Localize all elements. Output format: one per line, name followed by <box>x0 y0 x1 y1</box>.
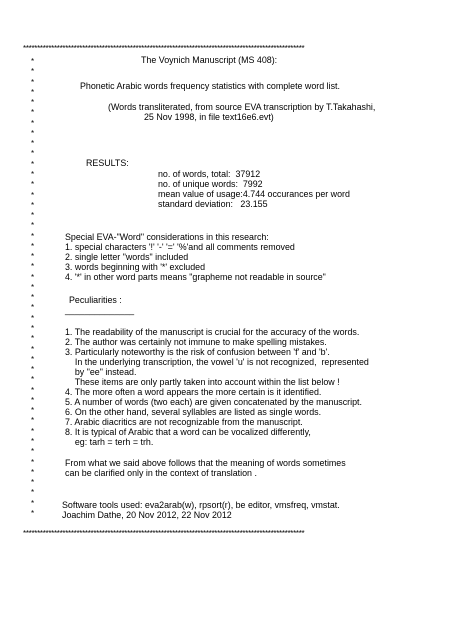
margin-star: * <box>31 468 35 477</box>
margin-star: * <box>31 458 35 467</box>
margin-star: * <box>31 488 35 497</box>
peculiarity-item: 3. Particularly noteworthy is the risk of confusion between 'f' and 'b'. <box>65 347 330 357</box>
document-subtitle: Phonetic Arabic words frequency statistics with complete word list. <box>80 81 340 91</box>
margin-star: * <box>31 314 35 323</box>
peculiarity-item: 6. On the other hand, several syllables are listed as single words. <box>65 407 322 417</box>
margin-star: * <box>31 427 35 436</box>
results-line: standard deviation: 23.155 <box>158 199 268 209</box>
margin-star: * <box>31 283 35 292</box>
margin-star: * <box>31 406 35 415</box>
margin-star: * <box>31 324 35 333</box>
margin-star: * <box>31 334 35 343</box>
margin-star: * <box>31 221 35 230</box>
margin-star: * <box>31 509 35 518</box>
margin-star: * <box>31 242 35 251</box>
margin-star: * <box>31 262 35 271</box>
peculiarity-item: 5. A number of words (two each) are given concatenated by the manuscript. <box>65 397 362 407</box>
special-item: 3. words beginning with '*' excluded <box>65 262 206 272</box>
margin-star: * <box>31 139 35 148</box>
margin-star: * <box>31 201 35 210</box>
margin-star: * <box>31 232 35 241</box>
margin-star: * <box>31 78 35 87</box>
margin-star: * <box>31 88 35 97</box>
source-line-1: (Words transliterated, from source EVA transcription by T.Takahashi, <box>108 102 376 112</box>
results-heading: RESULTS: <box>86 158 129 168</box>
margin-star: * <box>31 303 35 312</box>
margin-star: * <box>31 252 35 261</box>
results-line: no. of words, total: 37912 <box>158 169 261 179</box>
peculiarities-heading: Peculiarities : <box>69 295 122 305</box>
peculiarities-underline: ______________ <box>65 305 135 315</box>
margin-star: * <box>31 355 35 364</box>
peculiarity-item: 2. The author was certainly not immune to make spelling mistakes. <box>65 337 327 347</box>
peculiarity-item: 8. It is typical of Arabic that a word can be vocalized differently, <box>65 427 311 437</box>
margin-star: * <box>31 478 35 487</box>
margin-star: * <box>31 98 35 107</box>
peculiarity-item: 1. The readability of the manuscript is crucial for the accuracy of the words. <box>65 327 360 337</box>
peculiarity-item: 4. The more often a word appears the more certain is it identified. <box>65 387 322 397</box>
margin-star: * <box>31 67 35 76</box>
conclusion-line-2: can be clarified only in the context of translation . <box>65 468 257 478</box>
margin-star: * <box>31 437 35 446</box>
margin-star: * <box>31 149 35 158</box>
document-title: The Voynich Manuscript (MS 408): <box>141 55 278 65</box>
margin-star: * <box>31 396 35 405</box>
special-item: 4. '*' in other word parts means "grapheme not readable in source" <box>65 272 326 282</box>
margin-star: * <box>31 108 35 117</box>
conclusion-line-1: From what we said above follows that the meaning of words sometimes <box>65 458 346 468</box>
author-line: Joachim Dathe, 20 Nov 2012, 22 Nov 2012 <box>62 510 232 520</box>
margin-star: * <box>31 170 35 179</box>
margin-star: * <box>31 191 35 200</box>
border-top: **************************************************************************************************** <box>23 44 305 53</box>
margin-star: * <box>31 416 35 425</box>
results-line: no. of unique words: 7992 <box>158 179 263 189</box>
margin-star: * <box>31 57 35 66</box>
border-bottom: **************************************************************************************************** <box>23 529 305 538</box>
peculiarity-item: In the underlying transcription, the vowel 'u' is not recognized, represented <box>65 357 369 367</box>
margin-star: * <box>31 499 35 508</box>
peculiarity-item: eg: tarh = terh = trh. <box>65 437 154 447</box>
special-item: 1. special characters '!' '-' '=' '%'and all comments removed <box>65 242 295 252</box>
margin-star: * <box>31 180 35 189</box>
margin-star: * <box>31 386 35 395</box>
margin-star: * <box>31 447 35 456</box>
margin-star: * <box>31 211 35 220</box>
margin-star: * <box>31 375 35 384</box>
margin-star: * <box>31 119 35 128</box>
software-tools-line: Software tools used: eva2arab(w), rpsort(r), be editor, vmsfreq, vmstat. <box>62 500 340 510</box>
special-heading: Special EVA-"Word" considerations in this research: <box>65 232 269 242</box>
peculiarity-item: These items are only partly taken into account within the list below ! <box>65 377 340 387</box>
margin-star: * <box>31 293 35 302</box>
peculiarity-item: 7. Arabic diacritics are not recognizable from the manuscript. <box>65 417 303 427</box>
peculiarity-item: by "ee" instead. <box>65 367 137 377</box>
margin-star: * <box>31 345 35 354</box>
results-line: mean value of usage:4.744 occurances per word <box>158 189 350 199</box>
margin-star: * <box>31 160 35 169</box>
special-item: 2. single letter "words" included <box>65 252 189 262</box>
margin-star: * <box>31 129 35 138</box>
margin-star: * <box>31 365 35 374</box>
margin-star: * <box>31 273 35 282</box>
source-line-2: 25 Nov 1998, in file text16e6.evt) <box>144 112 274 122</box>
